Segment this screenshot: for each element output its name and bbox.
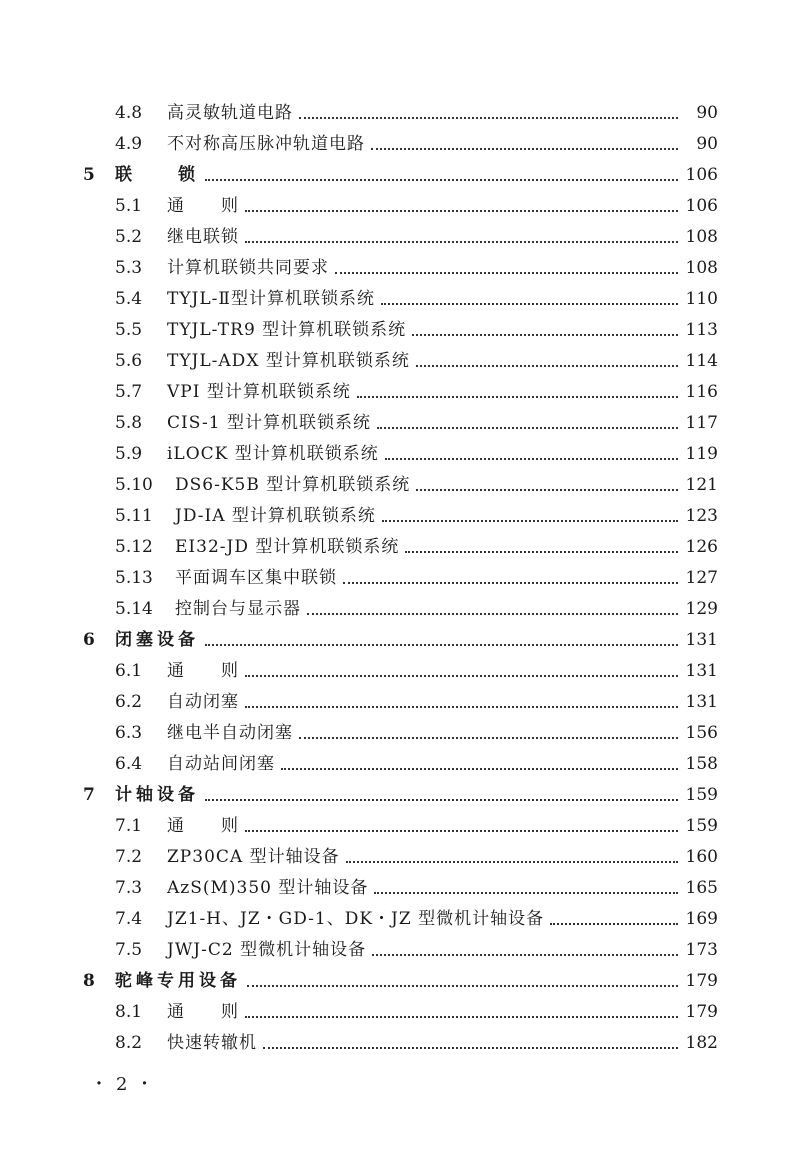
section-title: JD-ⅠA 型计算机联锁系统 [175,506,376,526]
toc-entry-body [167,191,718,221]
dot-leader [299,116,678,119]
section-title: DS6-K5B 型计算机联锁系统 [175,475,411,495]
toc-chapter-entry[interactable] [0,780,800,810]
section-number: 7.4 [115,909,143,929]
toc-section-entry[interactable] [0,594,800,624]
page-reference: 90 [696,134,718,154]
toc-section-entry[interactable] [0,873,800,903]
toc-entry-body [167,439,718,469]
toc-entry-body [167,1028,718,1058]
toc-entry-body [175,501,718,531]
section-number: 5.7 [115,382,143,402]
section-number: 7.1 [115,816,143,836]
dot-leader [245,209,678,212]
section-number: 7.5 [115,940,143,960]
toc-entry-body [167,408,718,438]
section-number: 5.3 [115,258,143,278]
section-number: 5 [83,165,95,185]
dot-leader [263,1046,678,1049]
section-title: TYJL-TR9 型计算机联锁系统 [167,320,407,340]
toc-entry-body [167,687,718,717]
section-title: 继电半自动闭塞 [167,723,293,743]
section-title: iLOCK 型计算机联锁系统 [167,444,379,464]
dot-leader [405,550,678,553]
page-reference: 159 [685,785,718,805]
dot-leader [205,643,678,646]
section-title: VPI 型计算机联锁系统 [167,382,351,402]
section-title: AzS(M)350 型计轴设备 [167,878,369,898]
section-number: 5.5 [115,320,143,340]
page-reference: 121 [685,475,718,495]
toc-section-entry[interactable] [0,501,800,531]
dot-leader [245,829,678,832]
section-title: 快速转辙机 [167,1033,257,1053]
dot-leader [381,302,678,305]
section-number: 5.12 [115,537,153,557]
page-reference: 179 [685,971,718,991]
section-title: 通 则 [167,661,239,681]
section-number: 7 [83,785,95,805]
toc-section-entry[interactable] [0,222,800,252]
page-reference: 127 [685,568,718,588]
toc-section-entry[interactable] [0,1028,800,1058]
page-reference: 179 [685,1002,718,1022]
section-title: 计算机联锁共同要求 [167,258,329,278]
section-title: TYJL-Ⅱ型计算机联锁系统 [167,289,375,309]
page-reference: 126 [685,537,718,557]
toc-chapter-entry[interactable] [0,966,800,996]
dot-leader [245,240,678,243]
toc-section-entry[interactable] [0,377,800,407]
dot-leader [346,860,678,863]
page-reference: 113 [685,320,718,340]
toc-entry-body [167,222,718,252]
toc-entry-body [167,873,718,903]
page-reference: 159 [685,816,718,836]
dot-leader [412,333,678,336]
page-reference: 110 [685,289,718,309]
section-number: 6.1 [115,661,143,681]
section-title: 通 则 [167,816,239,836]
section-title: 自动站间闭塞 [167,754,275,774]
section-title: 控制台与显示器 [175,599,301,619]
section-number: 5.9 [115,444,143,464]
toc-section-entry[interactable] [0,532,800,562]
section-title: 联 锁 [115,165,199,185]
section-number: 7.2 [115,847,143,867]
page-reference: 117 [685,413,718,433]
section-number: 8.1 [115,1002,143,1022]
section-title: 继电联锁 [167,227,239,247]
toc-section-entry[interactable] [0,935,800,965]
toc-section-entry[interactable] [0,687,800,717]
dot-leader [245,1015,678,1018]
section-title: 高灵敏轨道电路 [167,103,293,123]
page-reference: 173 [685,940,718,960]
page-reference: 108 [685,227,718,247]
toc-section-entry[interactable] [0,718,800,748]
section-number: 6.4 [115,754,143,774]
page-reference: 119 [685,444,718,464]
page-reference: 156 [685,723,718,743]
toc-entry-body [167,377,718,407]
dot-leader [247,984,678,987]
section-number: 7.3 [115,878,143,898]
section-number: 5.8 [115,413,143,433]
toc-section-entry[interactable] [0,656,800,686]
page-reference: 116 [685,382,718,402]
page-reference: 106 [685,165,718,185]
page-reference: 182 [685,1033,718,1053]
toc-entry-body [167,904,718,934]
toc-chapter-entry[interactable] [0,625,800,655]
dot-leader [550,922,678,925]
dot-leader [245,705,678,708]
page-reference: 114 [685,351,718,371]
section-number: 8 [83,971,95,991]
toc-entry-body [115,780,718,810]
dot-leader [371,147,678,150]
dot-leader [205,178,678,181]
page-reference: 131 [685,630,718,650]
dot-leader [205,798,678,801]
section-title: JZ1-H、JZ・GD-1、DK・JZ 型微机计轴设备 [167,909,545,929]
dot-leader [385,457,678,460]
section-number: 5.4 [115,289,143,309]
toc-section-entry[interactable] [0,904,800,934]
toc-entry-body [175,563,718,593]
section-number: 4.8 [115,103,143,123]
toc-entry-body [167,718,718,748]
section-title: CIS-1 型计算机联锁系统 [167,413,371,433]
section-number: 6 [83,630,95,650]
section-title: TYJL-ADX 型计算机联锁系统 [167,351,410,371]
dot-leader [374,891,678,894]
toc-section-entry[interactable] [0,408,800,438]
section-number: 6.2 [115,692,143,712]
dot-leader [245,674,678,677]
page-reference: 108 [685,258,718,278]
toc-section-entry[interactable] [0,315,800,345]
section-number: 8.2 [115,1033,143,1053]
toc-section-entry[interactable] [0,470,800,500]
toc-entry-body [167,811,718,841]
section-number: 5.14 [115,599,153,619]
section-number: 4.9 [115,134,143,154]
section-title: 自动闭塞 [167,692,239,712]
toc-section-entry[interactable] [0,284,800,314]
toc-entry-body [175,594,718,624]
toc-entry-body [167,315,718,345]
page-reference: 129 [685,599,718,619]
page-number: ・2・ [90,1074,162,1095]
section-title: 驼峰专用设备 [115,971,241,991]
dot-leader [416,364,678,367]
toc-section-entry[interactable] [0,98,800,128]
page-reference: 158 [685,754,718,774]
toc-entry-body [175,470,718,500]
dot-leader [299,736,678,739]
toc-chapter-entry[interactable] [0,160,800,190]
toc-entry-body [167,253,718,283]
toc-entry-body [115,966,718,996]
dot-leader [382,519,678,522]
dot-leader [372,953,678,956]
toc-entry-body [167,284,718,314]
toc-entry-body [115,625,718,655]
toc-entry-body [167,129,718,159]
section-title: 通 则 [167,196,239,216]
dot-leader [416,488,678,491]
section-title: ZP30CA 型计轴设备 [167,847,340,867]
dot-leader [335,271,678,274]
page-reference: 165 [685,878,718,898]
section-number: 5.13 [115,568,153,588]
toc-section-entry[interactable] [0,842,800,872]
section-title: 计轴设备 [115,785,199,805]
dot-leader [343,581,678,584]
section-number: 5.1 [115,196,143,216]
toc-entry-body [175,532,718,562]
page-reference: 90 [696,103,718,123]
toc-section-entry[interactable] [0,191,800,221]
toc-section-entry[interactable] [0,563,800,593]
page-reference: 169 [685,909,718,929]
page-reference: 131 [685,692,718,712]
section-title: EI32-JD 型计算机联锁系统 [175,537,400,557]
dot-leader [377,426,678,429]
page-reference: 131 [685,661,718,681]
toc-section-entry[interactable] [0,439,800,469]
toc-section-entry[interactable] [0,253,800,283]
section-title: 不对称高压脉冲轨道电路 [167,134,365,154]
toc-entry-body [167,346,718,376]
dot-leader [357,395,678,398]
toc-section-entry[interactable] [0,346,800,376]
section-title: 闭塞设备 [115,630,199,650]
toc-section-entry[interactable] [0,997,800,1027]
toc-entry-body [167,749,718,779]
section-number: 5.10 [115,475,153,495]
dot-leader [281,767,678,770]
toc-entry-body [167,997,718,1027]
page-reference: 160 [685,847,718,867]
toc-entry-body [167,656,718,686]
section-title: 通 则 [167,1002,239,1022]
toc-section-entry[interactable] [0,749,800,779]
toc-section-entry[interactable] [0,811,800,841]
page-reference: 106 [685,196,718,216]
section-number: 5.11 [115,506,153,526]
section-number: 5.6 [115,351,143,371]
section-number: 6.3 [115,723,143,743]
section-title: JWJ-C2 型微机计轴设备 [167,940,367,960]
page-reference: 123 [685,506,718,526]
toc-entry-body [115,160,718,190]
dot-leader [307,612,678,615]
section-number: 5.2 [115,227,143,247]
toc-entry-body [167,935,718,965]
section-title: 平面调车区集中联锁 [175,568,337,588]
toc-entry-body [167,98,718,128]
toc-entry-body [167,842,718,872]
toc-section-entry[interactable] [0,129,800,159]
